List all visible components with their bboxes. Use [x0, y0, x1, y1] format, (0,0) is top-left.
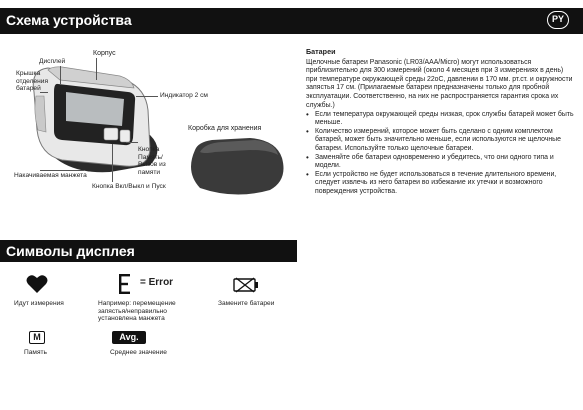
symbol-error-text: = Error: [140, 277, 174, 288]
memory-glyph: M: [33, 332, 41, 342]
symbol-measuring-label: Идут измерения: [14, 300, 64, 307]
leader-indicator: [136, 96, 158, 97]
average-icon: [112, 331, 146, 344]
page-title: Схема устройства: [6, 12, 132, 28]
heart-icon: [26, 274, 48, 294]
batteries-bullet: • Заменяйте обе батареи одновременно и убедитесь, что они одного типа и модели.: [306, 154, 576, 171]
label-power-button: Кнопка Вкл/Выкл и Пуск: [92, 183, 166, 190]
label-display: Дисплей: [39, 58, 66, 65]
label-battery-cover: Крышка отделения батарей: [16, 70, 49, 93]
label-cuff: Накачиваемая манжета: [14, 172, 87, 179]
language-badge: PY: [547, 11, 569, 29]
batteries-paragraph: Щелочные батареи Panasonic (LR03/AAA/Micro) могут использоваться приблизительно для 300 измерений (около 4 месяцев при 3 измерениях в день) при температуре окружающей среды 22oС, давлении в 170 мм. рт.ст. и окружности запястья 17 см. (Прилагаемые батареи предназначены только для пробной эксплуатации. Соответственно, на них не распространяется гарантия срока их службы.): [306, 58, 573, 109]
label-indicator: Индикатор 2 см: [160, 92, 208, 99]
leader-battery-cover: [40, 92, 48, 93]
batteries-bullet: • Если устройство не будет использоваться в течение длительного времени, следует извлечь из него батареи во избежание их утечки и возможного повреждения устройства.: [306, 171, 576, 197]
memory-m-icon: [29, 331, 45, 344]
leader-body: [96, 58, 97, 80]
batteries-bullets: [306, 111, 576, 197]
label-memory-button: Кнопка Память/ Вызов из памяти: [138, 146, 166, 176]
symbol-battery-label: Замените батареи: [218, 300, 275, 307]
average-glyph: Avg.: [119, 332, 139, 342]
symbols-bar: [0, 240, 297, 262]
leader-cuff: [40, 170, 84, 171]
leader-memory-button: [126, 142, 138, 143]
error-e-icon: [118, 273, 132, 295]
symbol-error-label: Например: перемещение запястья/неправильно установлена манжета: [98, 300, 176, 323]
batteries-section: [306, 48, 576, 197]
label-storage-box: Коробка для хранения: [188, 125, 262, 132]
label-body: Корпус: [93, 50, 116, 57]
batteries-bullet: • Если температура окружающей среды низкая, срок службы батарей может быть меньше.: [306, 111, 576, 128]
leader-power-button: [112, 144, 113, 182]
batteries-heading: Батареи: [306, 47, 336, 56]
leader-display: [60, 66, 61, 84]
symbols-heading: Символы дисплея: [6, 243, 135, 259]
batteries-bullet: • Количество измерений, которое может быть сделано с одним комплектом батарей, может быть значительно меньше, если используются не щелочные батареи. Используйте только щелочные батареи.: [306, 128, 576, 154]
symbol-average-label: Среднее значение: [110, 349, 167, 356]
symbol-memory-label: Память: [24, 349, 47, 356]
battery-empty-icon: [232, 277, 260, 293]
